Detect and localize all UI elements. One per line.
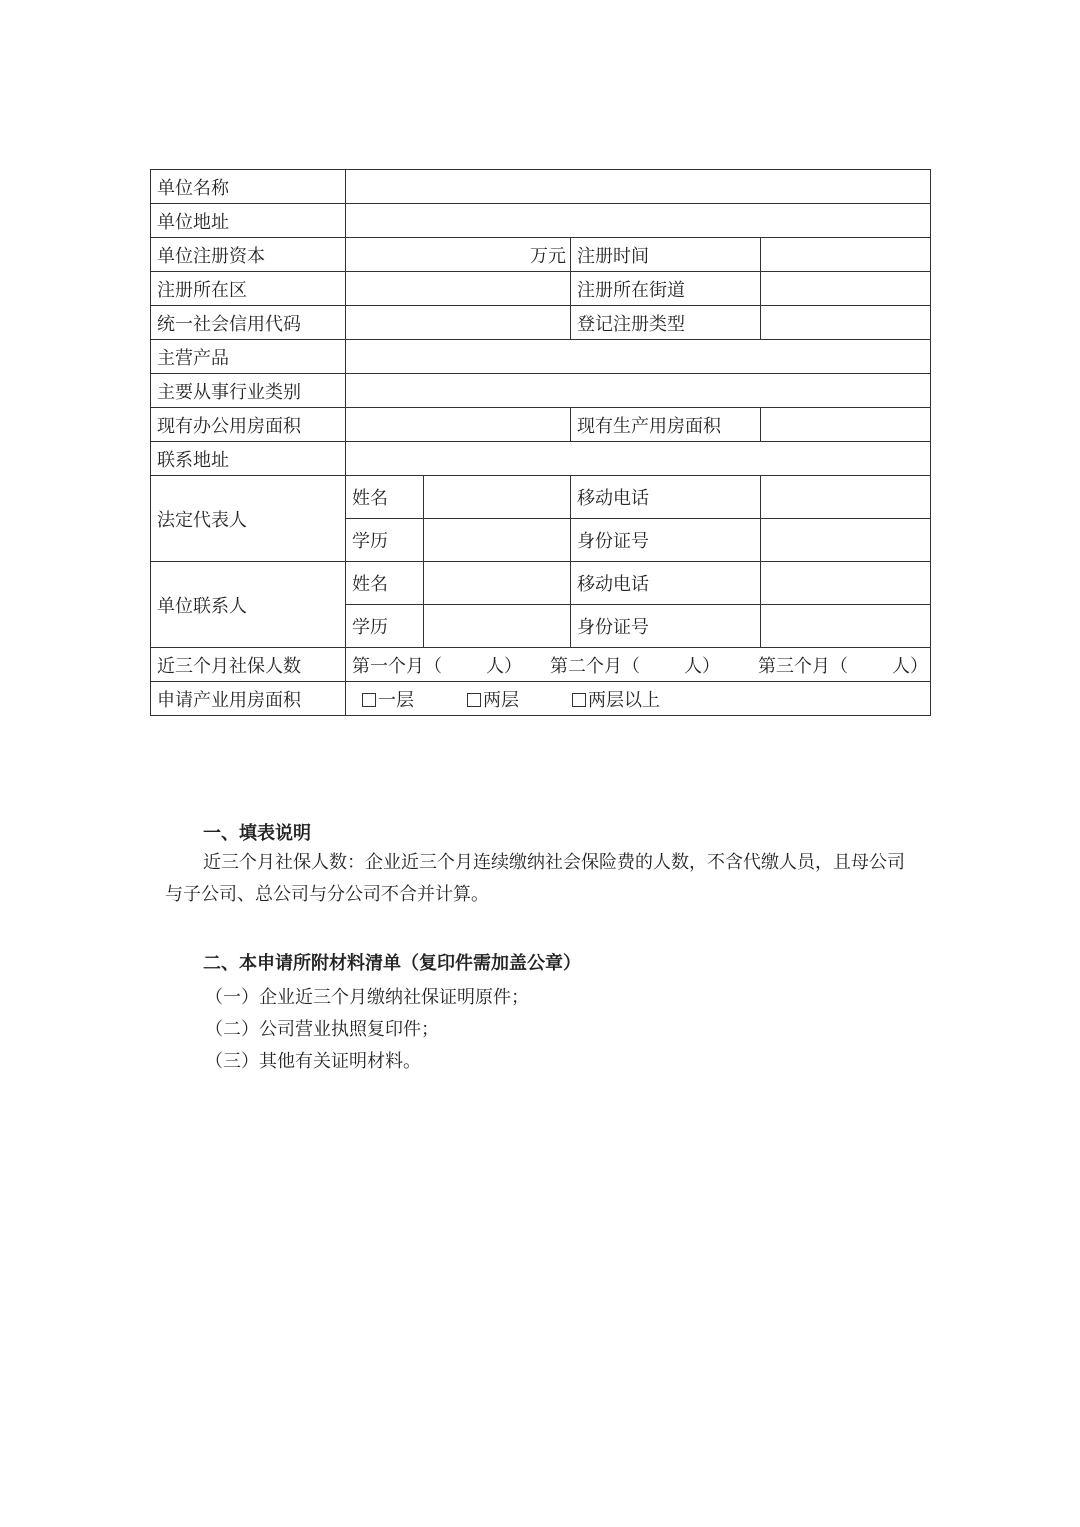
field-unit-address[interactable] bbox=[346, 204, 931, 238]
month3-label: 第三个月（ bbox=[758, 655, 848, 677]
notes-heading-instructions: 一、填表说明 bbox=[203, 823, 311, 844]
notes-heading-materials: 二、本申请所附材料清单（复印件需加盖公章） bbox=[203, 953, 581, 974]
row-apply-area bbox=[151, 682, 931, 716]
field-unit-contact-id[interactable] bbox=[761, 605, 931, 648]
label-unit-contact-name: 姓名 bbox=[346, 562, 424, 605]
field-registered-capital[interactable] bbox=[346, 238, 571, 272]
application-form-table bbox=[150, 169, 931, 716]
label-production-area: 现有生产用房面积 bbox=[571, 408, 761, 442]
month1-label: 第一个月（ bbox=[352, 655, 442, 677]
field-registration-type[interactable] bbox=[761, 306, 931, 340]
label-legal-rep-name: 姓名 bbox=[346, 476, 424, 519]
label-credit-code: 统一社会信用代码 bbox=[151, 306, 346, 340]
option-two-floors[interactable] bbox=[467, 686, 572, 712]
label-social-security-count: 近三个月社保人数 bbox=[151, 648, 346, 682]
row-office-area bbox=[151, 408, 931, 442]
capital-unit: 万元 bbox=[530, 245, 566, 267]
field-legal-rep-id[interactable] bbox=[761, 519, 931, 562]
field-unit-contact-mobile[interactable] bbox=[761, 562, 931, 605]
option-one-floor[interactable] bbox=[362, 686, 467, 712]
label-unit-name: 单位名称 bbox=[151, 170, 346, 204]
label-unit-contact-id: 身份证号 bbox=[571, 605, 761, 648]
row-unit-address bbox=[151, 204, 931, 238]
label-registration-street: 注册所在街道 bbox=[571, 272, 761, 306]
materials-item-2: （二）公司营业执照复印件； bbox=[205, 1019, 439, 1040]
option-above-two-floors-label: 两层以上 bbox=[588, 689, 660, 711]
field-unit-contact-education[interactable] bbox=[424, 605, 571, 648]
month2-entry bbox=[550, 652, 758, 678]
field-production-area[interactable] bbox=[761, 408, 931, 442]
field-credit-code[interactable] bbox=[346, 306, 571, 340]
label-registration-time: 注册时间 bbox=[571, 238, 761, 272]
label-apply-area: 申请产业用房面积 bbox=[151, 682, 346, 716]
month1-entry bbox=[352, 652, 550, 678]
materials-item-1: （一）企业近三个月缴纳社保证明原件； bbox=[205, 987, 529, 1008]
label-main-products: 主营产品 bbox=[151, 340, 346, 374]
field-legal-rep-education[interactable] bbox=[424, 519, 571, 562]
field-legal-rep-name[interactable] bbox=[424, 476, 571, 519]
field-office-area[interactable] bbox=[346, 408, 571, 442]
month1-person-suffix: 人） bbox=[486, 655, 522, 677]
notes-paragraph-social-security: 近三个月社保人数：企业近三个月连续缴纳社会保险费的人数，不含代缴人员，且母公司与子公司、总公司与分公司不合并计算。 bbox=[165, 852, 905, 905]
row-contact-address bbox=[151, 442, 931, 476]
label-unit-contact-mobile: 移动电话 bbox=[571, 562, 761, 605]
option-two-floors-label: 两层 bbox=[483, 689, 519, 711]
row-main-products bbox=[151, 340, 931, 374]
row-unit-name bbox=[151, 170, 931, 204]
field-apply-area-options bbox=[346, 682, 931, 716]
row-social-security bbox=[151, 648, 931, 682]
field-social-security-months[interactable] bbox=[346, 648, 931, 682]
label-unit-address: 单位地址 bbox=[151, 204, 346, 238]
row-legal-rep-name bbox=[151, 476, 931, 519]
month3-entry bbox=[758, 652, 928, 678]
label-legal-rep-education: 学历 bbox=[346, 519, 424, 562]
option-one-floor-label: 一层 bbox=[378, 689, 414, 711]
label-main-industry: 主要从事行业类别 bbox=[151, 374, 346, 408]
label-contact-address: 联系地址 bbox=[151, 442, 346, 476]
field-unit-contact-name[interactable] bbox=[424, 562, 571, 605]
month2-person-suffix: 人） bbox=[684, 655, 720, 677]
materials-item-3: （三）其他有关证明材料。 bbox=[205, 1051, 421, 1072]
row-unit-contact-name bbox=[151, 562, 931, 605]
label-legal-rep-mobile: 移动电话 bbox=[571, 476, 761, 519]
field-registration-street[interactable] bbox=[761, 272, 931, 306]
field-registration-time[interactable] bbox=[761, 238, 931, 272]
label-legal-rep: 法定代表人 bbox=[151, 476, 346, 562]
label-unit-contact: 单位联系人 bbox=[151, 562, 346, 648]
row-registered-capital bbox=[151, 238, 931, 272]
month3-person-suffix: 人） bbox=[892, 655, 928, 677]
label-legal-rep-id: 身份证号 bbox=[571, 519, 761, 562]
field-unit-name[interactable] bbox=[346, 170, 931, 204]
label-unit-contact-education: 学历 bbox=[346, 605, 424, 648]
label-registered-capital: 单位注册资本 bbox=[151, 238, 346, 272]
field-registration-district[interactable] bbox=[346, 272, 571, 306]
checkbox-icon[interactable] bbox=[362, 693, 376, 707]
row-registration-district bbox=[151, 272, 931, 306]
field-contact-address[interactable] bbox=[346, 442, 931, 476]
month2-label: 第二个月（ bbox=[550, 655, 640, 677]
label-registration-type: 登记注册类型 bbox=[571, 306, 761, 340]
label-office-area: 现有办公用房面积 bbox=[151, 408, 346, 442]
field-legal-rep-mobile[interactable] bbox=[761, 476, 931, 519]
row-credit-code bbox=[151, 306, 931, 340]
checkbox-icon[interactable] bbox=[467, 693, 481, 707]
label-registration-district: 注册所在区 bbox=[151, 272, 346, 306]
field-main-products[interactable] bbox=[346, 340, 931, 374]
field-main-industry[interactable] bbox=[346, 374, 931, 408]
option-above-two-floors[interactable] bbox=[572, 686, 660, 712]
row-main-industry bbox=[151, 374, 931, 408]
checkbox-icon[interactable] bbox=[572, 693, 586, 707]
